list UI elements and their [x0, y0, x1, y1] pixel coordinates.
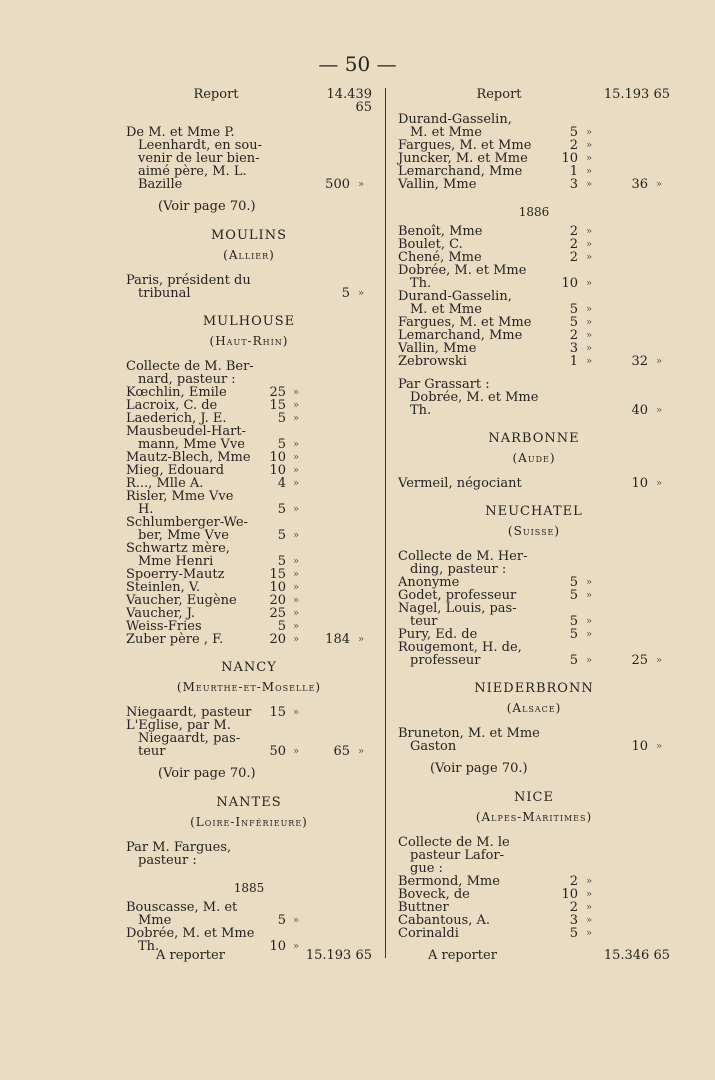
entry-name: teur	[138, 744, 166, 759]
entry-name: Nagel, Louis, pas-	[398, 601, 517, 616]
note: (Voir page 70.)	[158, 766, 256, 781]
amount-symbol: »	[585, 655, 593, 666]
entry-amount: 5	[277, 411, 286, 426]
entry-amount: 2	[569, 138, 578, 153]
section-header: NANCY	[221, 660, 277, 675]
entry-name: Th.	[138, 939, 160, 954]
entry-line	[126, 490, 372, 503]
entry-name: Boulet, C.	[398, 237, 463, 252]
entry-name: Mautz-Blech, Mme	[126, 450, 251, 465]
entry-name: ber, Mme Vve	[138, 528, 229, 543]
entry-name: Rougemont, H. de,	[398, 640, 522, 655]
amount-symbol: »	[292, 465, 300, 476]
note: (Voir page 70.)	[430, 761, 528, 776]
entry-name: R..., Mlle A.	[126, 476, 204, 491]
section-subheader: (Alpes-Maritimes)	[475, 810, 593, 824]
entry-line	[126, 854, 372, 867]
entry-name: Dobrée, M. et Mme	[126, 926, 255, 941]
right-column	[398, 88, 670, 940]
entry-subtotal: 500	[325, 177, 350, 192]
column-divider	[385, 88, 386, 958]
entry-amount: 15	[269, 567, 286, 582]
entry-line	[398, 654, 670, 667]
entry-name: Vallin, Mme	[398, 177, 477, 192]
entry-name: Durand-Gasselin,	[398, 112, 512, 127]
amount-symbol: »	[585, 317, 593, 328]
amount-symbol: »	[585, 166, 593, 177]
amount-symbol: »	[585, 278, 593, 289]
amount-symbol: »	[585, 356, 593, 367]
entry-subtotal: 25	[631, 653, 648, 668]
entry-amount: 15	[269, 398, 286, 413]
footer-total: 15.346 65	[603, 948, 670, 963]
entry-amount: 5	[569, 575, 578, 590]
entry-amount: 25	[269, 606, 286, 621]
entry	[398, 378, 670, 417]
amount-symbol: »	[292, 941, 300, 952]
entry-amount: 5	[569, 627, 578, 642]
amount-symbol: »	[585, 343, 593, 354]
entry-name: Niegaardt, pasteur	[126, 705, 252, 720]
entry	[398, 550, 670, 576]
entry-subtotal: 5	[341, 286, 350, 301]
entry-line	[398, 391, 670, 404]
amount-symbol: »	[585, 902, 593, 913]
entry	[398, 178, 670, 191]
entry-amount: 2	[569, 900, 578, 915]
section-header: NICE	[514, 790, 554, 805]
entry-amount: 5	[569, 588, 578, 603]
amount-symbol: »	[585, 590, 593, 601]
report-label: Report	[476, 87, 522, 102]
entry-line	[398, 602, 670, 615]
entry-line	[398, 178, 670, 191]
entry-name: M. et Mme	[410, 302, 482, 317]
entry-amount: 5	[277, 554, 286, 569]
amount-symbol: »	[292, 400, 300, 411]
entry-name: Leenhardt, en sou-	[138, 138, 263, 153]
amount-symbol: »	[292, 556, 300, 567]
entry-name: Fargues, M. et Mme	[398, 138, 532, 153]
entry-name: Vaucher, Eugène	[126, 593, 237, 608]
entry-name: Laederich, J. E.	[126, 411, 227, 426]
section-header: NANTES	[216, 795, 282, 810]
entry	[398, 264, 670, 290]
amount-symbol: »	[292, 621, 300, 632]
entry-amount: 5	[569, 302, 578, 317]
entry-name: Fargues, M. et Mme	[398, 315, 532, 330]
amount-symbol: »	[292, 746, 300, 757]
entry	[126, 516, 372, 542]
subtotal-symbol: »	[357, 179, 365, 190]
section-header: MOULINS	[211, 228, 287, 243]
entry-line	[398, 477, 670, 490]
entry-line	[126, 927, 372, 940]
entry-amount: 10	[561, 276, 578, 291]
entry-name: Zuber père , F.	[126, 632, 224, 647]
entry	[126, 425, 372, 451]
entry-name: Mieg, Edouard	[126, 463, 225, 478]
amount-symbol: »	[585, 239, 593, 250]
amount-symbol: »	[292, 452, 300, 463]
entry-name: De M. et Mme P.	[126, 125, 235, 140]
entry	[398, 927, 670, 940]
entry-name: Weiss-Fries	[126, 619, 202, 634]
entry-name: pasteur :	[138, 853, 197, 868]
entry-line	[126, 287, 372, 300]
section-subheader: (Haut-Rhin)	[209, 334, 289, 348]
entry-subtotal: 10	[631, 739, 648, 754]
section-subheader: (Aude)	[512, 451, 556, 465]
amount-symbol: »	[585, 876, 593, 887]
entry-amount: 10	[269, 939, 286, 954]
entry-name: Godet, professeur	[398, 588, 517, 603]
entry-name: Schlumberger-We-	[126, 515, 248, 530]
amount-symbol: »	[585, 179, 593, 190]
report-total: 15.193 65	[603, 87, 670, 102]
amount-symbol: »	[585, 330, 593, 341]
entry-amount: 5	[569, 315, 578, 330]
report-label: Report	[193, 87, 239, 102]
entry-name: pasteur Lafor-	[410, 848, 505, 863]
subtotal-symbol: »	[357, 746, 365, 757]
entry-name: Spoerry-Mautz	[126, 567, 225, 582]
entry-name: Durand-Gasselin,	[398, 289, 512, 304]
entry-amount: 10	[561, 887, 578, 902]
entry-name: Pury, Ed. de	[398, 627, 478, 642]
entry	[398, 290, 670, 316]
entry	[126, 633, 372, 646]
entry	[126, 126, 372, 191]
entry-name: Juncker, M. et Mme	[398, 151, 528, 166]
entry-name: L'Eglise, par M.	[126, 718, 231, 733]
entry-amount: 5	[569, 614, 578, 629]
year-label: 1886	[518, 205, 550, 219]
entry-name: Collecte de M. Ber-	[126, 359, 254, 374]
entry-name: Vaucher, J.	[126, 606, 196, 621]
entry-name: Bouscasse, M. et	[126, 900, 238, 915]
entry-amount: 20	[269, 593, 286, 608]
entry	[398, 477, 670, 490]
entry-line	[126, 178, 372, 191]
entry-name: gue :	[410, 861, 443, 876]
entry-name: Dobrée, M. et Mme	[410, 390, 539, 405]
entry-name: Chené, Mme	[398, 250, 482, 265]
entry-name: Bermond, Mme	[398, 874, 500, 889]
entry-name: H.	[138, 502, 154, 517]
entry-subtotal: 10	[631, 476, 648, 491]
entry-amount: 15	[269, 705, 286, 720]
entry-amount: 5	[277, 502, 286, 517]
entry-amount: 3	[569, 341, 578, 356]
entry	[126, 542, 372, 568]
subtotal-symbol: »	[655, 741, 663, 752]
entry-amount: 5	[277, 528, 286, 543]
page-number: — 50 —	[318, 52, 397, 76]
entry-subtotal: 32	[631, 354, 648, 369]
entry-name: Zebrowski	[398, 354, 467, 369]
section-header: NEUCHATEL	[485, 504, 583, 519]
entry-line	[398, 355, 670, 368]
entry-subtotal: 65	[333, 744, 350, 759]
entry-name: venir de leur bien-	[138, 151, 260, 166]
entry-line	[398, 404, 670, 417]
amount-symbol: »	[292, 569, 300, 580]
entry-name: Buttner	[398, 900, 449, 915]
entry-name: nard, pasteur :	[138, 372, 236, 387]
entry-name: Vallin, Mme	[398, 341, 477, 356]
entry-amount: 10	[269, 450, 286, 465]
amount-symbol: »	[585, 127, 593, 138]
amount-symbol: »	[292, 707, 300, 718]
entry-amount: 25	[269, 385, 286, 400]
entry-name: Cabantous, A.	[398, 913, 491, 928]
section-subheader: (Loire-Inférieure)	[190, 815, 308, 829]
amount-symbol: »	[585, 889, 593, 900]
entry-line	[398, 927, 670, 940]
entry-amount: 2	[569, 250, 578, 265]
entry-amount: 5	[569, 125, 578, 140]
amount-symbol: »	[292, 530, 300, 541]
report-row	[398, 88, 670, 101]
entry-name: Th.	[410, 403, 432, 418]
footer-left	[126, 948, 372, 963]
entry-line	[398, 740, 670, 753]
entry-name: teur	[410, 614, 438, 629]
amount-symbol: »	[292, 387, 300, 398]
footer-label: A reporter	[156, 948, 225, 963]
entry-amount: 5	[569, 926, 578, 941]
entry	[398, 113, 670, 139]
entry-amount: 2	[569, 224, 578, 239]
section-header: NARBONNE	[488, 431, 580, 446]
section-subheader: (Meurthe-et-Moselle)	[176, 680, 322, 694]
entry	[398, 641, 670, 667]
entry-amount: 10	[269, 463, 286, 478]
amount-symbol: »	[292, 478, 300, 489]
entry-amount: 10	[269, 580, 286, 595]
report-row	[126, 88, 372, 114]
amount-symbol: »	[585, 928, 593, 939]
section-subheader: (Allier)	[223, 248, 275, 262]
entry-name: Bazille	[138, 177, 183, 192]
entry-name: Risler, Mme Vve	[126, 489, 234, 504]
entry-name: Kœchlin, Emile	[126, 385, 227, 400]
amount-symbol: »	[585, 915, 593, 926]
entry	[126, 274, 372, 300]
left-column	[126, 88, 372, 953]
entry-name: Corinaldi	[398, 926, 459, 941]
subtotal-symbol: »	[655, 478, 663, 489]
amount-symbol: »	[585, 304, 593, 315]
subtotal-symbol: »	[655, 356, 663, 367]
entry-name: Gaston	[410, 739, 457, 754]
entry-name: Mme Henri	[138, 554, 214, 569]
entry	[126, 841, 372, 867]
entry-name: Collecte de M. le	[398, 835, 510, 850]
entry	[398, 836, 670, 875]
section-subheader: (Suisse)	[507, 524, 561, 538]
note: (Voir page 70.)	[158, 199, 256, 214]
amount-symbol: »	[292, 595, 300, 606]
entry-amount: 5	[277, 913, 286, 928]
entry-amount: 1	[569, 164, 578, 179]
amount-symbol: »	[292, 413, 300, 424]
entry-name: Schwartz mère,	[126, 541, 230, 556]
entry-amount: 5	[569, 653, 578, 668]
amount-symbol: »	[292, 634, 300, 645]
entry-name: Anonyme	[398, 575, 460, 590]
amount-symbol: »	[585, 629, 593, 640]
entry-name: mann, Mme Vve	[138, 437, 245, 452]
entry-amount: 4	[277, 476, 286, 491]
amount-symbol: »	[585, 616, 593, 627]
amount-symbol: »	[292, 439, 300, 450]
entry-amount: 3	[569, 177, 578, 192]
entry	[126, 719, 372, 758]
entry-name: Par M. Fargues,	[126, 840, 232, 855]
entry	[126, 360, 372, 386]
entry-subtotal: 40	[631, 403, 648, 418]
entry	[398, 602, 670, 628]
entry-amount: 20	[269, 632, 286, 647]
section-header: MULHOUSE	[202, 314, 296, 329]
entry-amount: 50	[269, 744, 286, 759]
entry-name: Vermeil, négociant	[398, 476, 522, 491]
amount-symbol: »	[292, 582, 300, 593]
amount-symbol: »	[585, 153, 593, 164]
amount-symbol: »	[292, 608, 300, 619]
entry-amount: 5	[277, 619, 286, 634]
entry-subtotal: 184	[325, 632, 350, 647]
entry-amount: 2	[569, 328, 578, 343]
amount-symbol: »	[585, 577, 593, 588]
report-total: 14.439 65	[326, 87, 372, 115]
entry-name: tribunal	[138, 286, 191, 301]
entry-subtotal: 36	[631, 177, 648, 192]
entry-name: Par Grassart :	[398, 377, 490, 392]
entry-name: Dobrée, M. et Mme	[398, 263, 527, 278]
subtotal-symbol: »	[655, 655, 663, 666]
subtotal-symbol: »	[655, 405, 663, 416]
entry-name: Mme	[138, 913, 172, 928]
entry-name: Collecte de M. Her-	[398, 549, 528, 564]
entry-name: Benoît, Mme	[398, 224, 483, 239]
entry-amount: 10	[561, 151, 578, 166]
subtotal-symbol: »	[357, 288, 365, 299]
entry	[126, 901, 372, 927]
footer-total: 15.193 65	[305, 948, 372, 963]
footer-right	[398, 948, 670, 963]
entry-name: Mausbeudel-Hart-	[126, 424, 246, 439]
entry-amount: 5	[277, 437, 286, 452]
entry-name: Lemarchand, Mme	[398, 328, 523, 343]
subtotal-symbol: »	[357, 634, 365, 645]
subtotal-symbol: »	[655, 179, 663, 190]
entry-name: Steinlen, V.	[126, 580, 201, 595]
entry-name: Boveck, de	[398, 887, 470, 902]
entry-line	[398, 264, 670, 277]
entry-name: M. et Mme	[410, 125, 482, 140]
entry-amount: 2	[569, 237, 578, 252]
entry-name: Niegaardt, pas-	[138, 731, 241, 746]
entry-amount: 2	[569, 874, 578, 889]
section-subheader: (Alsace)	[506, 701, 562, 715]
entry-name: Paris, président du	[126, 273, 251, 288]
entry-amount: 3	[569, 913, 578, 928]
entry-name: Lacroix, C. de	[126, 398, 218, 413]
entry-line	[126, 633, 372, 646]
amount-symbol: »	[292, 504, 300, 515]
section-header: NIEDERBRONN	[474, 681, 594, 696]
amount-symbol: »	[585, 140, 593, 151]
entry	[398, 355, 670, 368]
amount-symbol: »	[585, 252, 593, 263]
entry-name: aimé père, M. L.	[138, 164, 247, 179]
entry-name: ding, pasteur :	[410, 562, 507, 577]
entry-line	[126, 745, 372, 758]
footer-label: A reporter	[428, 948, 497, 963]
amount-symbol: »	[292, 915, 300, 926]
year-label: 1885	[233, 881, 265, 895]
entry-name: Th.	[410, 276, 432, 291]
entry-name: Bruneton, M. et Mme	[398, 726, 540, 741]
entry	[398, 727, 670, 753]
entry-name: Lemarchand, Mme	[398, 164, 523, 179]
amount-symbol: »	[585, 226, 593, 237]
entry-amount: 1	[569, 354, 578, 369]
entry-name: professeur	[410, 653, 481, 668]
entry	[126, 490, 372, 516]
